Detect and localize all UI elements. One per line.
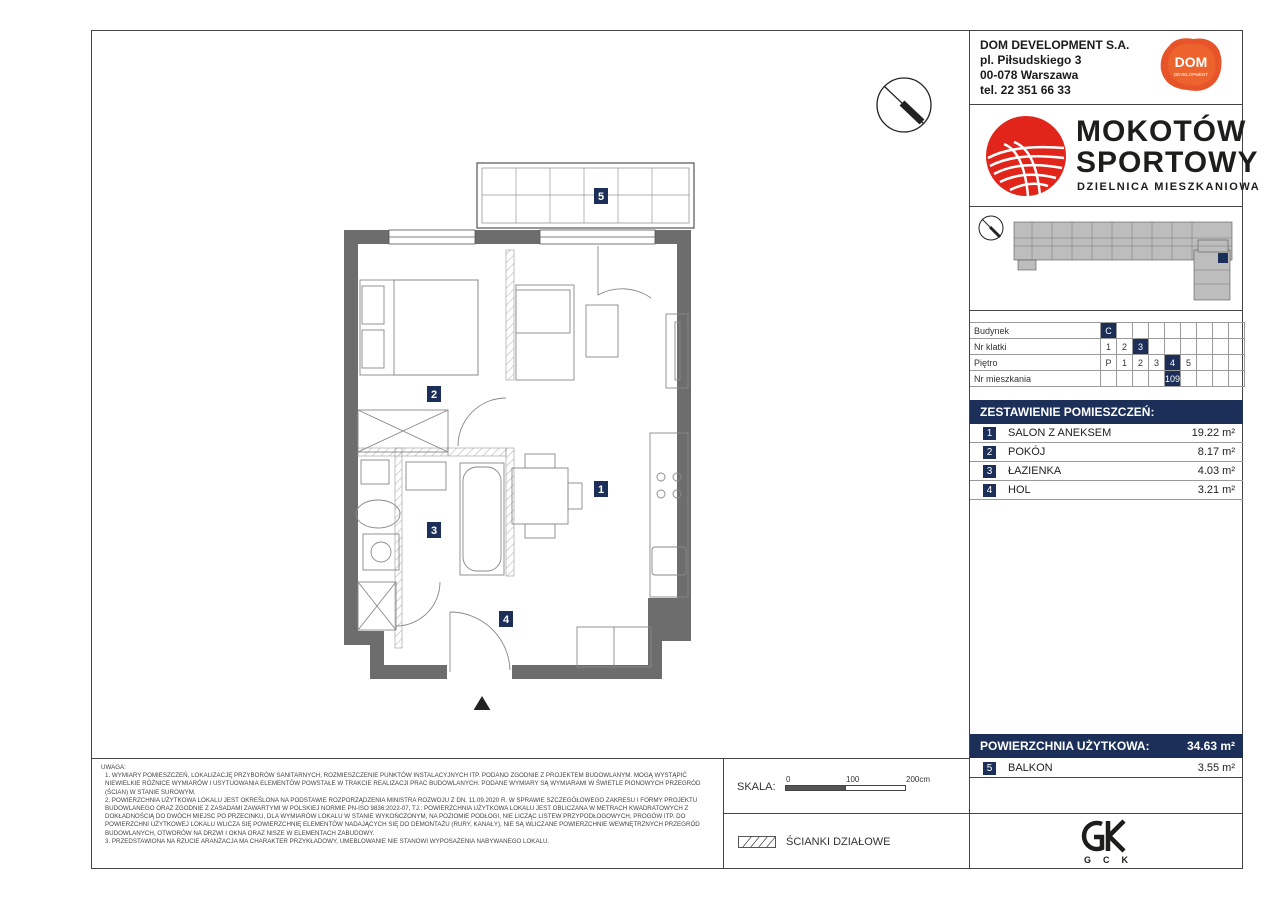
scale-label: SKALA: [737, 781, 776, 793]
floor-option: 5 [1181, 355, 1197, 371]
room-name: SALON Z ANEKSEM [1008, 427, 1112, 439]
key-plan-building [1014, 222, 1232, 300]
room-labels [427, 188, 608, 627]
room-area: 8.17 m² [1197, 446, 1235, 458]
building-value: C [1101, 323, 1117, 339]
balcony-area: 3.55 m² [1197, 762, 1235, 774]
note-item: 3. PRZEDSTAWIONA NA RZUCIE ARANŻACJA MA CHARAKTER PRZYKŁADOWY, UMEBLOWANIE NIE STANOWI WYPOSAŻENIA NABYWANEGO LOKALU. [105, 837, 550, 845]
apartment-value: 109 [1165, 371, 1181, 387]
company-address-1: pl. Piłsudskiego 3 [980, 53, 1082, 67]
room-name: ŁAZIENKA [1008, 465, 1062, 477]
room-number: 4 [983, 484, 996, 497]
company-divider [969, 104, 1243, 105]
dom-logo-subtext: DEVELOPMENT [1173, 72, 1209, 77]
total-area-value: 34.63 m² [1186, 739, 1235, 753]
room-row [970, 481, 1243, 500]
room-name: HOL [1008, 484, 1031, 496]
building-label: Budynek [970, 323, 1101, 339]
gck-logo-letters: GCK [1084, 855, 1140, 865]
brand-subtitle: DZIELNICA MIESZKANIOWA [1077, 181, 1261, 193]
compass-icon [874, 76, 934, 136]
staircase-option: 1 [1101, 339, 1117, 355]
keyplan-divider [969, 310, 1243, 311]
room-area: 19.22 m² [1191, 427, 1235, 439]
info-row-apartment [970, 371, 1245, 387]
room-area: 4.03 m² [1197, 465, 1235, 477]
plan-label-1: 1 [597, 484, 605, 496]
total-area-label: POWIERZCHNIA UŻYTKOWA: [980, 739, 1150, 753]
doors [396, 246, 651, 672]
brand-divider [969, 206, 1243, 207]
room-row [970, 424, 1243, 443]
partition-walls [358, 250, 514, 648]
room-number: 1 [983, 427, 996, 440]
plan-label-4: 4 [502, 614, 510, 626]
floor-option-selected: 4 [1165, 355, 1181, 371]
key-plan-apartment-marker [1218, 253, 1228, 263]
info-row-building [970, 323, 1245, 339]
entrance-marker-icon [473, 696, 491, 710]
total-area-bar [970, 734, 1243, 758]
note-item: 1. WYMIARY POMIESZCZEŃ, LOKALIZACJĘ PRZYBORÓW SANITARNYCH, ROZMIESZCZENIE PUNKTÓW INSTALACYJNYCH ITP. PODANO ZGODNIE Z PROJEKTEM BUDOWLANYM. MOGĄ WYSTĄPIĆ NIEWIELKIE RÓŻNICE WYMIARÓW I USYTUOWANIA ELEMENTÓW POWSTAŁE W TRAKCIE REALIZACJI PRAC BUDOWLANYCH. PODANE WYMIARY SĄ WYMIARAMI W ŚWIETLE PIONOWYCH PRZEGRÓD (ŚCIAN) W STANIE SUROWYM. [105, 772, 701, 796]
rooms-heading: ZESTAWIENIE POMIESZCZEŃ: [970, 400, 1243, 424]
scale-tick: 200cm [906, 775, 931, 784]
apartment-info-table [970, 322, 1245, 387]
floor-option: P [1101, 355, 1117, 371]
balcony-name: BALKON [1008, 762, 1053, 774]
key-plan [972, 210, 1240, 306]
plan-label-2: 2 [430, 389, 438, 401]
staircase-option: 2 [1117, 339, 1133, 355]
room-area: 3.21 m² [1197, 484, 1235, 496]
gck-logo-icon [1080, 818, 1132, 854]
floor-label: Piętro [970, 355, 1101, 371]
balcony [477, 163, 694, 228]
scale-legend-divider [723, 813, 970, 814]
room-row [970, 443, 1243, 462]
brand-title-line2: SPORTOWY [1076, 146, 1259, 179]
notes-divider [91, 758, 970, 759]
brand-title-line1: MOKOTÓW [1076, 115, 1247, 148]
room-name: POKÓJ [1008, 446, 1046, 458]
brand-logo [984, 114, 1261, 199]
info-row-staircase [970, 339, 1245, 355]
floor-option: 2 [1133, 355, 1149, 371]
brand-title [1076, 116, 1258, 178]
partition-wall-hatch-icon [738, 836, 776, 848]
notes-title: UWAGA: [101, 764, 126, 771]
company-info [980, 38, 1129, 98]
partition-walls-legend: ŚCIANKI DZIAŁOWE [786, 836, 891, 848]
info-row-floor [970, 355, 1245, 371]
floor-plan [330, 150, 710, 710]
company-phone: tel. 22 351 66 33 [980, 83, 1071, 97]
footer-divider [969, 813, 1243, 814]
balcony-row [970, 759, 1243, 778]
room-number: 2 [983, 446, 996, 459]
scale-bar [785, 785, 909, 792]
note-item: 2. POWIERZCHNIA UŻYTKOWA LOKALU JEST OKREŚLONA NA PODSTAWIE ROZPORZĄDZENIA MINISTRA ROZWOJU Z DN. 11.09.2020 R. W SPRAWIE SZCZEGÓŁOWEGO ZAKRESU I FORMY PROJEKTU BUDOWLANEGO ORAZ ZGODNIE Z ZASADAMI ZAWARTYMI W POLSKIEJ NORMIE PN-ISO 9836:2022-07, TJ.: POWIERZCHNIA UŻYTKOWA LOKALU JEST OBLICZANA W METRACH KWADRATOWYCH Z DOKŁADNOŚCIĄ DO DWÓCH MIEJSC PO PRZECINKU, DLA WYMIARÓW LOKALU W STANIE WYKOŃCZONYM, NA POZIOMIE PODŁOGI, NIE LICZĄC LISTEW PRZYPODŁOGOWYCH, PROGÓW ITP. DO POWIERZCHNI UŻYTKOWEJ LOKALU WLICZA SIĘ POWIERZCHNIĘ ELEMENTÓW NADAJĄCYCH SIĘ DO DEMONTAŻU (RURY, KANAŁY), NIE SĄ WLICZANE POWIERZCHNIE WEWNĘTRZNYCH PRZEGRÓD BUDOWLANYCH, OTWORÓW NA DRZWI I OKNA ORAZ NISZE W ELEMENTACH ZABUDOWY. [105, 796, 700, 837]
plan-label-5: 5 [597, 191, 605, 203]
plan-label-3: 3 [430, 525, 438, 537]
furniture [356, 280, 688, 667]
room-row [970, 462, 1243, 481]
room-number: 3 [983, 465, 996, 478]
scale-tick: 100 [846, 775, 860, 784]
balcony-number: 5 [983, 762, 996, 775]
staircase-label: Nr klatki [970, 339, 1101, 355]
dom-development-logo [1159, 36, 1223, 92]
dom-logo-text: DOM [1174, 54, 1208, 70]
company-address-2: 00-078 Warszawa [980, 68, 1079, 82]
key-plan-compass-icon [979, 216, 1003, 240]
apartment-label: Nr mieszkania [970, 371, 1101, 387]
staircase-option-selected: 3 [1133, 339, 1149, 355]
notes-block [101, 764, 719, 846]
floor-option: 3 [1149, 355, 1165, 371]
floor-option: 1 [1117, 355, 1133, 371]
scale-tick: 0 [786, 775, 791, 784]
company-name: DOM DEVELOPMENT S.A. [980, 38, 1130, 52]
brand-emblem-icon [984, 114, 1068, 198]
